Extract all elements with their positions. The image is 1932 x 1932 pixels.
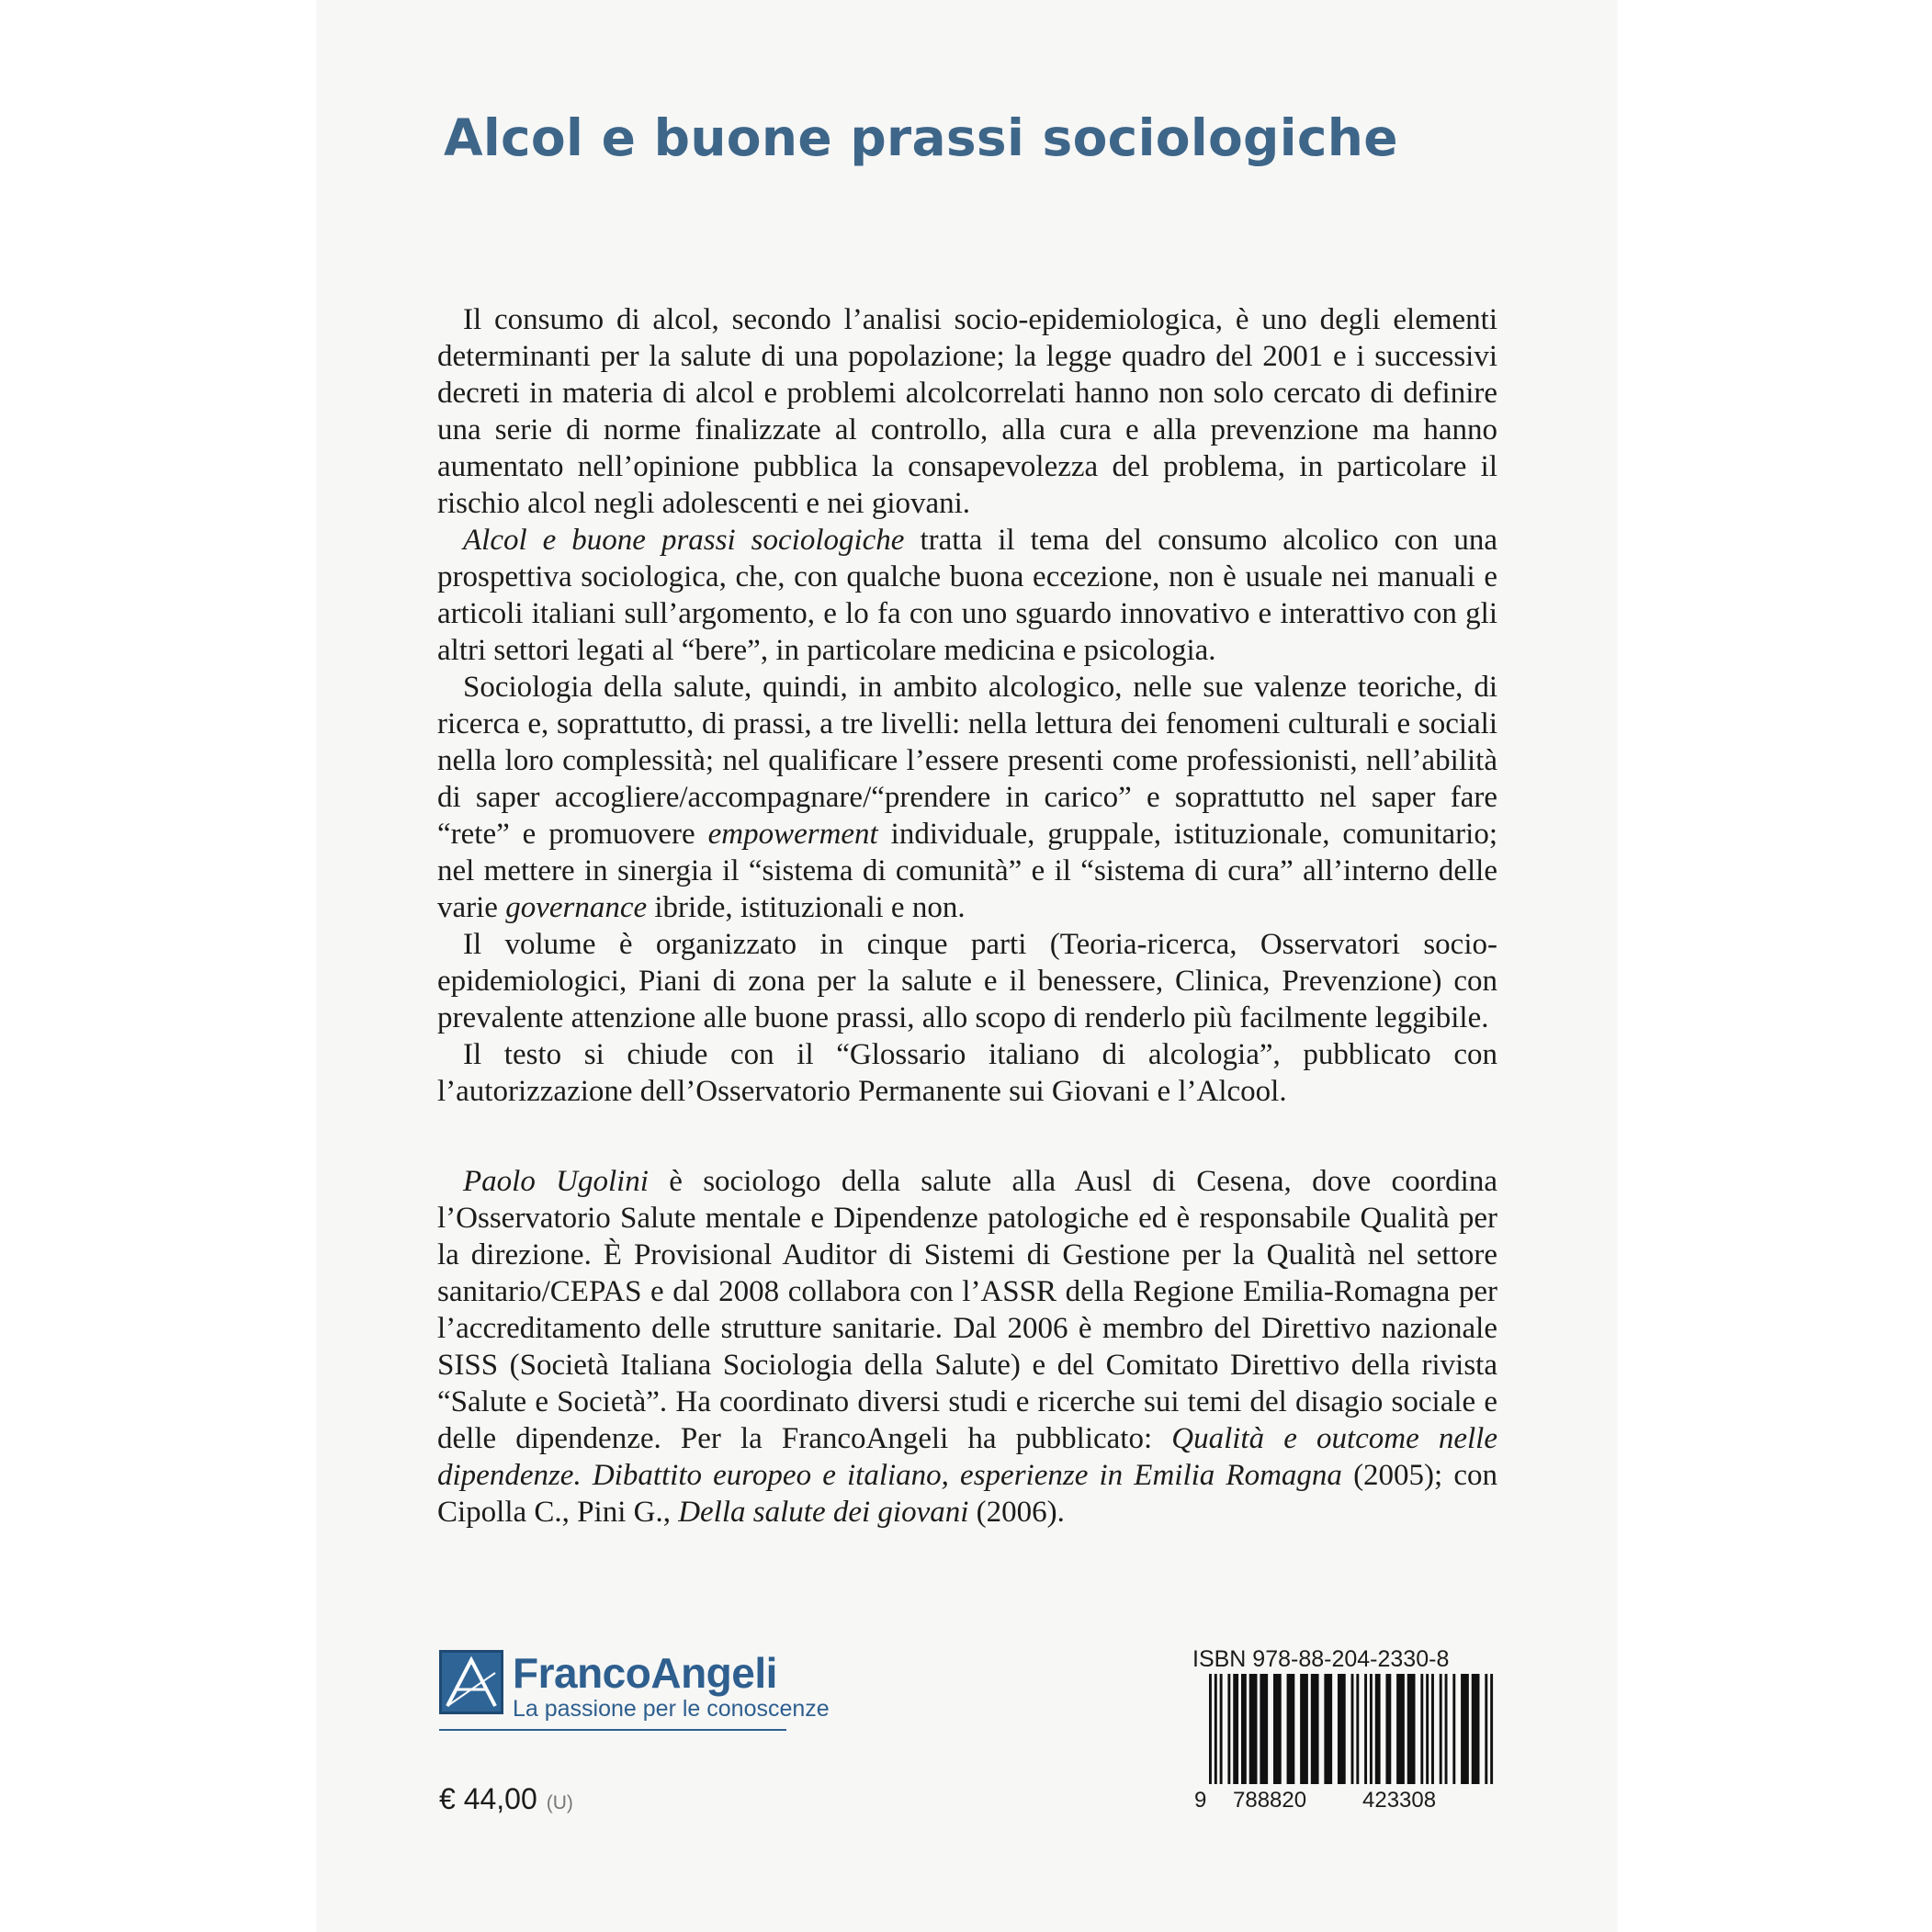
abstract-paragraph-4: Il volume è organizzato in cinque parti (Teoria-ricerca, Osservatori socio-epidemiologici, Piani di zona per la salute e il benessere, Clinica, Prevenzione) con prevalente attenzione alle buone prassi, allo scopo di renderlo più facilmente leggibile. bbox=[437, 928, 1497, 1034]
price-amount: € 44,00 bbox=[439, 1782, 537, 1815]
author-bio-paragraph bbox=[437, 1163, 1497, 1531]
barcode-bar bbox=[1420, 1674, 1423, 1784]
barcode-bar bbox=[1375, 1674, 1381, 1784]
book-abstract bbox=[437, 301, 1497, 1110]
barcode-bar bbox=[1370, 1674, 1373, 1784]
isbn-label: ISBN 978-88-204-2330-8 bbox=[1192, 1646, 1450, 1672]
abstract-paragraph-3-text-b: individuale, gruppale, istituzionale, comunitario; nel mettere in sinergia il “sistema di comunità” e il “sistema di cura” all’interno delle varie bbox=[437, 818, 1497, 924]
barcode-bar bbox=[1490, 1674, 1493, 1784]
barcode-bar bbox=[1220, 1674, 1223, 1784]
book-title: Alcol e buone prassi sociologiche bbox=[444, 108, 1398, 167]
barcode bbox=[1209, 1674, 1496, 1784]
book-title-reference: Alcol e buone prassi sociologiche bbox=[463, 524, 905, 557]
barcode-bar bbox=[1260, 1674, 1268, 1784]
barcode-bar bbox=[1407, 1674, 1416, 1784]
publisher-name: FrancoAngeli bbox=[513, 1649, 777, 1697]
barcode-bar bbox=[1445, 1674, 1448, 1784]
barcode-bar bbox=[1249, 1674, 1258, 1784]
barcode-bar bbox=[1287, 1674, 1295, 1784]
barcode-bar bbox=[1396, 1674, 1405, 1784]
abstract-paragraph-1: Il consumo di alcol, secondo l’analisi socio-epidemiologica, è uno degli elementi determinanti per la salute di una popolazione; la legge quadro del 2001 e i successivi decreti in materia di alcol e problemi alcolcorrelati hanno non solo cercato di definire una serie di norme finalizzate al controllo, alla cura e alla prevenzione ma hanno aumentato nell’opinione pubblica la consapevolezza del problema, in particolare il rischio alcol negli adolescenti e nei giovani. bbox=[437, 303, 1497, 520]
abstract-paragraph-2 bbox=[437, 522, 1497, 669]
author-name: Paolo Ugolini bbox=[463, 1165, 649, 1198]
barcode-bar bbox=[1472, 1674, 1480, 1784]
barcode-bar bbox=[1431, 1674, 1434, 1784]
book-reference-1: Qualità e outcome nelle dipendenze. Dibattito europeo e italiano, esperienze in Emilia Romagna bbox=[437, 1422, 1497, 1492]
author-bio bbox=[437, 1163, 1497, 1531]
abstract-paragraph-3-text-c: ibride, istituzionali e non. bbox=[647, 891, 966, 924]
barcode-bar bbox=[1426, 1674, 1429, 1784]
barcode-bar bbox=[1233, 1674, 1238, 1784]
barcode-bar bbox=[1338, 1674, 1346, 1784]
abstract-paragraph-3 bbox=[437, 669, 1497, 926]
book-reference-2: Della salute dei giovani bbox=[678, 1496, 969, 1529]
barcode-bar bbox=[1311, 1674, 1319, 1784]
barcode-digits-right: 423308 bbox=[1362, 1788, 1437, 1813]
term-governance: governance bbox=[505, 891, 648, 924]
abstract-paragraph-3-text-a: Sociologia della salute, quindi, in ambito alcologico, nelle sue valenze teoriche, di ricerca e, soprattutto, di prassi, a tre livelli: nella lettura dei fenomeni culturali e sociali nella loro complessità; nel qualificare l’essere presenti come professionisti, nell’abilità di saper accogliere/accompagnare/“prendere in carico” e soprattutto nel saper fare “rete” e promuovere bbox=[437, 671, 1497, 851]
barcode-lead-digit: 9 bbox=[1194, 1788, 1207, 1813]
abstract-paragraph-2-text: tratta il tema del consumo alcolico con una prospettiva sociologica, che, con qualche buona eccezione, non è usuale nei manuali e articoli italiani sull’argomento, e lo fa con uno sguardo innovativo e interattivo con gli altri settori legati al “bere”, in particolare medicina e psicologia. bbox=[437, 524, 1497, 667]
barcode-bar bbox=[1273, 1674, 1282, 1784]
barcode-bar bbox=[1227, 1674, 1230, 1784]
barcode-bar bbox=[1461, 1674, 1469, 1784]
barcode-bar bbox=[1351, 1674, 1354, 1784]
barcode-bar bbox=[1485, 1674, 1487, 1784]
author-bio-text-b: (2005); con Cipolla C., Pini G., bbox=[437, 1459, 1497, 1529]
price bbox=[439, 1782, 573, 1816]
barcode-bar bbox=[1452, 1674, 1455, 1784]
term-empowerment: empowerment bbox=[707, 818, 878, 851]
barcode-bar bbox=[1385, 1674, 1391, 1784]
barcode-bar bbox=[1209, 1674, 1212, 1784]
barcode-bar bbox=[1241, 1674, 1247, 1784]
publisher-a-icon bbox=[439, 1650, 503, 1714]
barcode-bar bbox=[1364, 1674, 1367, 1784]
barcode-bar bbox=[1215, 1674, 1217, 1784]
barcode-bar bbox=[1440, 1674, 1442, 1784]
publisher-tagline: La passione per le conoscenze bbox=[513, 1696, 830, 1722]
author-bio-text-a: è sociologo della salute alla Ausl di Cesena, dove coordina l’Osservatorio Salute mentale e Dipendenze patologiche ed è responsabile Qualità per la direzione. È Provisional Auditor di Sistemi di Gestione per la Qualità nel settore sanitario/CEPAS e dal 2008 collabora con l’ASSR della Regione Emilia-Romagna per l’accreditamento delle strutture sanitarie. Dal 2006 è membro del Direttivo nazionale SISS (Società Italiana Sociologia della Salute) e del Comitato Direttivo della rivista “Salute e Società”. Ha coordinato diversi studi e ricerche sui temi del disagio sociale e delle dipendenze. Per la FrancoAngeli ha pubblicato: bbox=[437, 1165, 1497, 1455]
author-bio-text-c: (2006). bbox=[968, 1496, 1065, 1529]
barcode-bar bbox=[1324, 1674, 1332, 1784]
barcode-digits-left: 788820 bbox=[1233, 1788, 1307, 1813]
price-code: (U) bbox=[546, 1792, 573, 1813]
barcode-bar bbox=[1300, 1674, 1308, 1784]
publisher-logo bbox=[439, 1649, 830, 1729]
abstract-paragraph-5: Il testo si chiude con il “Glossario italiano di alcologia”, pubblicato con l’autorizzazione dell’Osservatorio Permanente sui Giovani e l’Alcool. bbox=[437, 1038, 1497, 1108]
logo-underline bbox=[439, 1729, 786, 1731]
barcode-bar bbox=[1356, 1674, 1359, 1784]
